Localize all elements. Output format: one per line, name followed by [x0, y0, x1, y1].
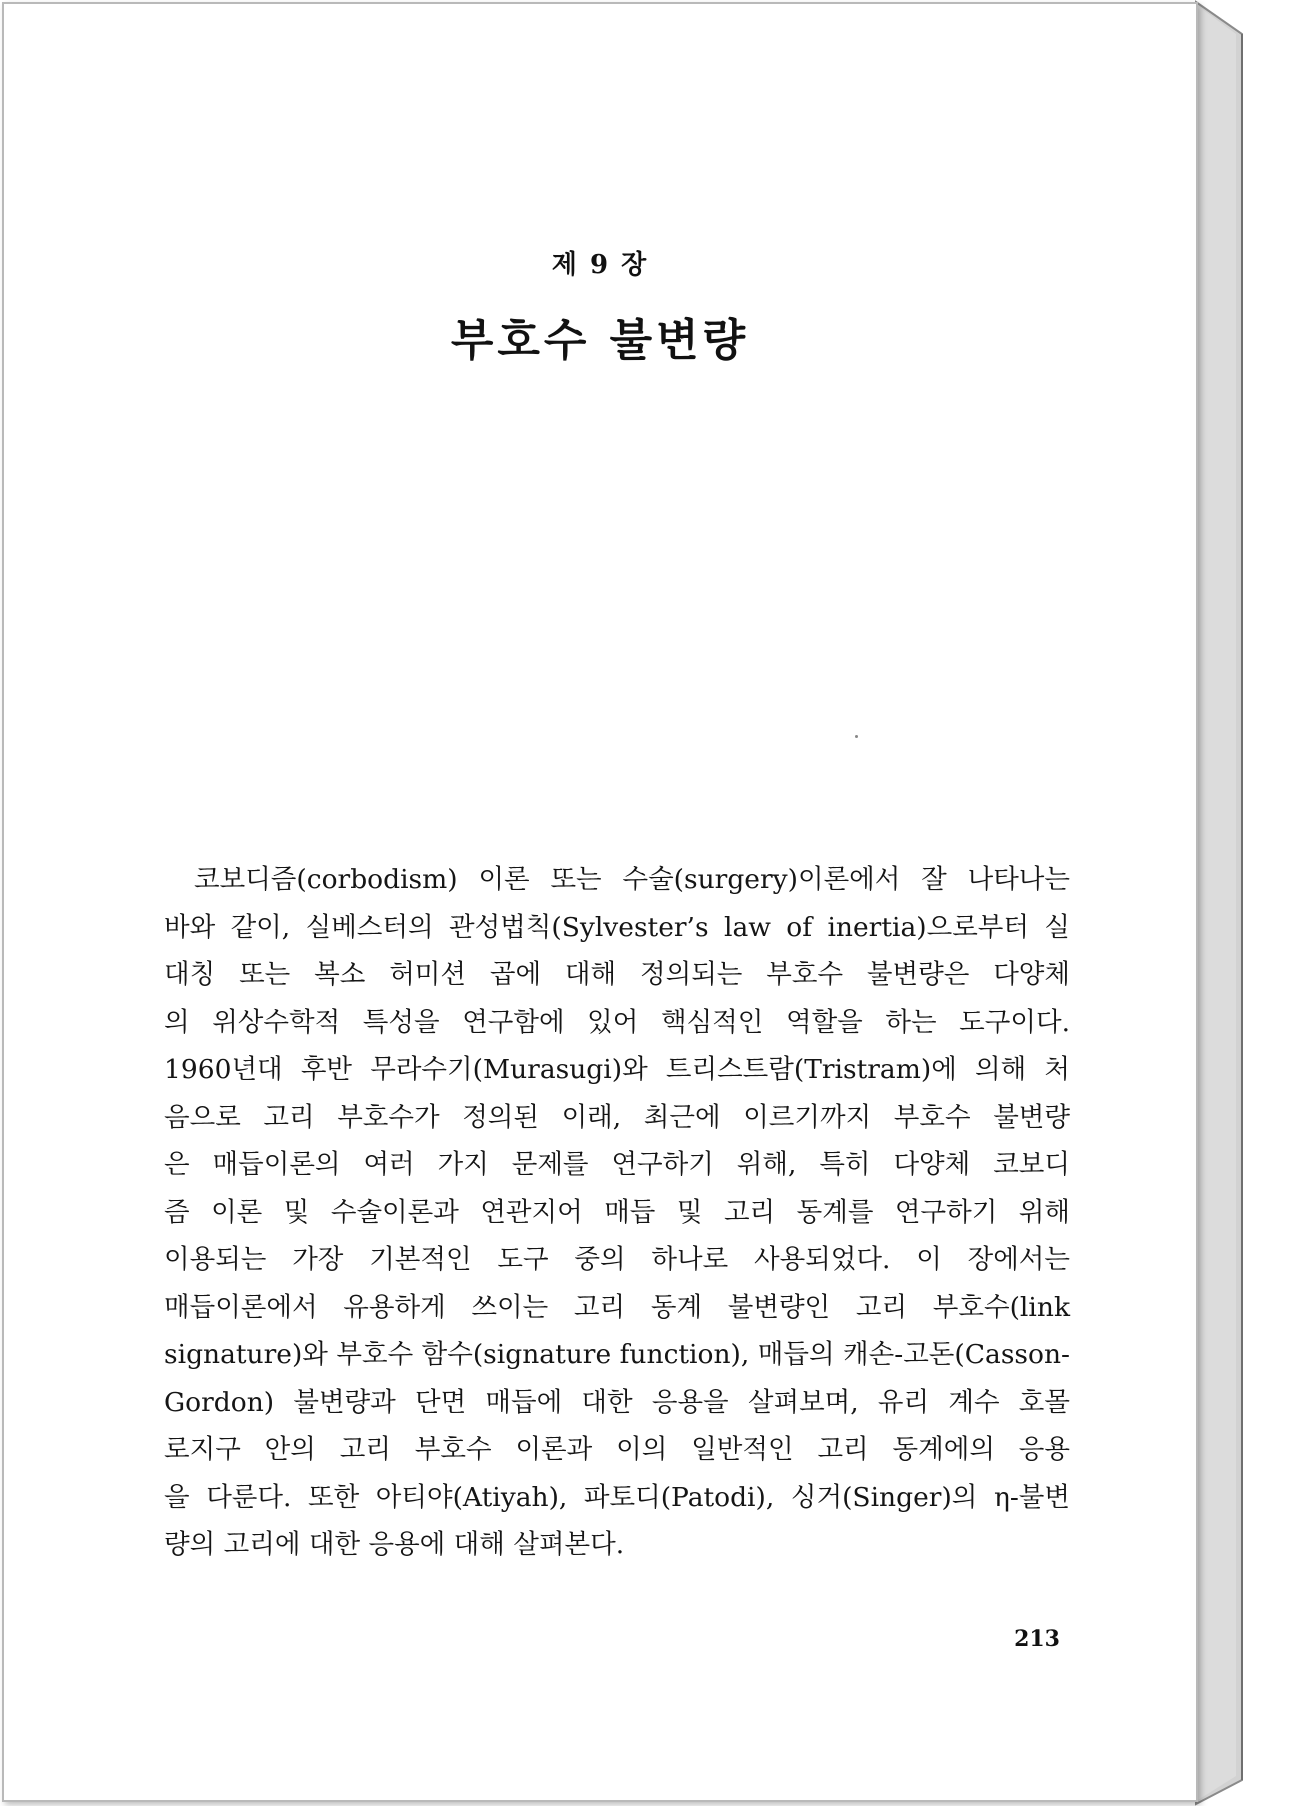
paragraph-line: 이용되는 가장 기본적인 도구 중의 하나로 사용되었다. 이 장에서는	[164, 1244, 1070, 1275]
paragraph-line: 량의 고리에 대한 응용에 대해 살펴본다.	[164, 1529, 625, 1560]
paragraph-line: 은 매듭이론의 여러 가지 문제를 연구하기 위해, 특히 다양체 코보디	[164, 1149, 1070, 1180]
paragraph-line: 대칭 또는 복소 허미션 곱에 대해 정의되는 부호수 불변량은 다양체	[164, 959, 1070, 990]
speck-mark	[855, 735, 858, 738]
paragraph-line: 로지구 안의 고리 부호수 이론과 이의 일반적인 고리 동계에의 응용	[164, 1434, 1070, 1465]
paragraph-line: 바와 같이, 실베스터의 관성법칙(Sylvester’s law of inertia)으로부터 실	[164, 911, 1070, 943]
paragraph-line: 즘 이론 및 수술이론과 연관지어 매듭 및 고리 동계를 연구하기 위해	[164, 1196, 1070, 1228]
paragraph-line: Gordon) 불변량과 단면 매듭에 대한 응용을 살펴보며, 유리 계수 호몰	[164, 1386, 1070, 1418]
paragraph-line: 코보디즘(corbodism) 이론 또는 수술(surgery)이론에서 잘 나타나는	[194, 864, 1070, 895]
chapter-intro-paragraph	[164, 856, 1070, 1569]
paragraph-line: signature)와 부호수 함수(signature function), 매듭의 캐손-고돈(Casson-	[164, 1339, 1070, 1370]
paragraph-line: 1960년대 후반 무라수기(Murasugi)와 트리스트람(Tristram)에 의해 처	[164, 1054, 1070, 1085]
paragraph-line: 음으로 고리 부호수가 정의된 이래, 최근에 이르기까지 부호수 불변량	[164, 1101, 1070, 1133]
book-spine	[1196, 0, 1276, 1806]
page-number: 213	[1014, 1626, 1060, 1652]
book-page	[2, 2, 1198, 1802]
paragraph-line: 매듭이론에서 유용하게 쓰이는 고리 동계 불변량인 고리 부호수(link	[164, 1291, 1070, 1323]
chapter-number: 제 9 장	[551, 250, 649, 280]
paragraph-line: 의 위상수학적 특성을 연구함에 있어 핵심적인 역할을 하는 도구이다.	[164, 1006, 1070, 1038]
paragraph-line: 을 다룬다. 또한 아티야(Atiyah), 파토디(Patodi), 싱거(Singer)의 η-불변	[164, 1481, 1070, 1513]
chapter-title: 부호수 불변량	[450, 315, 750, 366]
